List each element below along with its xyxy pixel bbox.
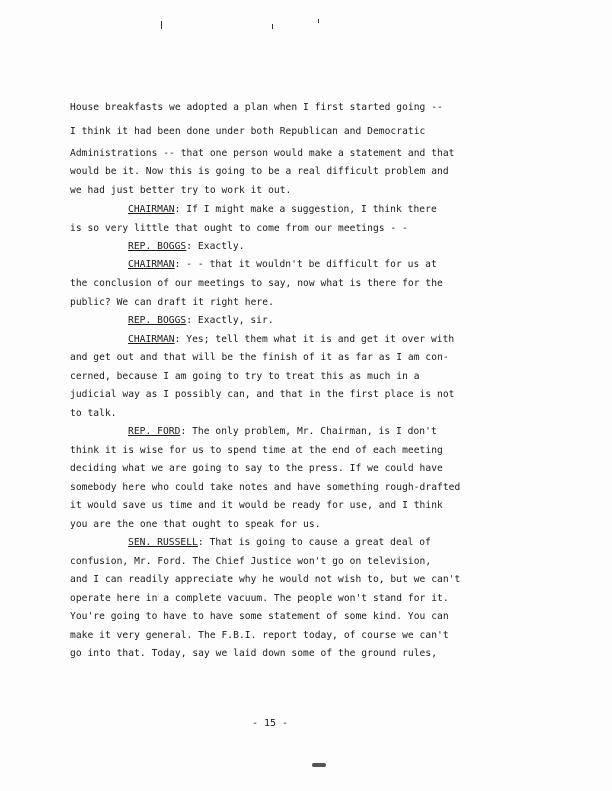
text-line: and I can readily appreciate why he would not wish to, but we can't xyxy=(70,574,461,585)
page-number: - 15 - xyxy=(251,718,289,729)
scan-smudge xyxy=(312,763,326,767)
text-line: you are the one that ought to speak for us. xyxy=(70,519,321,530)
text-line: deciding what we are going to say to the press. If we could have xyxy=(70,463,443,474)
text-line: You're going to have to have some statement of some kind. You can xyxy=(70,611,449,622)
text-line: public? We can draft it right here. xyxy=(70,297,274,308)
text-line: I think it had been done under both Republican and Democratic xyxy=(70,126,426,137)
text-line: it would save us time and it would be ready for use, and I think xyxy=(70,500,443,511)
text-line: go into that. Today, say we laid down some of the ground rules, xyxy=(70,648,438,659)
text-line: REP. FORD: The only problem, Mr. Chairman, is I don't xyxy=(128,426,437,437)
text-line: is so very little that ought to come from our meetings - - xyxy=(70,223,408,234)
scan-mark xyxy=(161,21,162,29)
text-line: judicial way as I possibly can, and that in the first place is not xyxy=(70,389,455,400)
text-line: would be it. Now this is going to be a real difficult problem and xyxy=(70,166,449,177)
text-line: think it is wise for us to spend time at the end of each meeting xyxy=(70,445,443,456)
text-line: CHAIRMAN: Yes; tell them what it is and get it over with xyxy=(128,334,455,345)
scan-mark xyxy=(318,19,319,23)
text-line: and get out and that will be the finish of it as far as I am con- xyxy=(70,352,449,363)
text-line: House breakfasts we adopted a plan when I first started going -- xyxy=(70,102,443,113)
text-line: CHAIRMAN: If I might make a suggestion, I think there xyxy=(128,204,437,215)
text-line: CHAIRMAN: - - that it wouldn't be difficult for us at xyxy=(128,259,437,270)
text-line: we had just better try to work it out. xyxy=(70,185,292,196)
text-line: to talk. xyxy=(70,408,117,419)
text-line: make it very general. The F.B.I. report today, of course we can't xyxy=(70,630,449,641)
text-line: confusion, Mr. Ford. The Chief Justice won't go on television, xyxy=(70,556,432,567)
text-line: the conclusion of our meetings to say, now what is there for the xyxy=(70,278,443,289)
text-line: operate here in a complete vacuum. The people won't stand for it. xyxy=(70,593,449,604)
scan-mark xyxy=(272,24,273,29)
text-line: REP. BOGGS: Exactly, sir. xyxy=(128,315,274,326)
text-line: cerned, because I am going to try to treat this as much in a xyxy=(70,371,420,382)
text-line: REP. BOGGS: Exactly. xyxy=(128,241,245,252)
text-line: SEN. RUSSELL: That is going to cause a great deal of xyxy=(128,537,431,548)
text-line: Administrations -- that one person would make a statement and that xyxy=(70,148,455,159)
text-line: somebody here who could take notes and have something rough-drafted xyxy=(70,482,461,493)
